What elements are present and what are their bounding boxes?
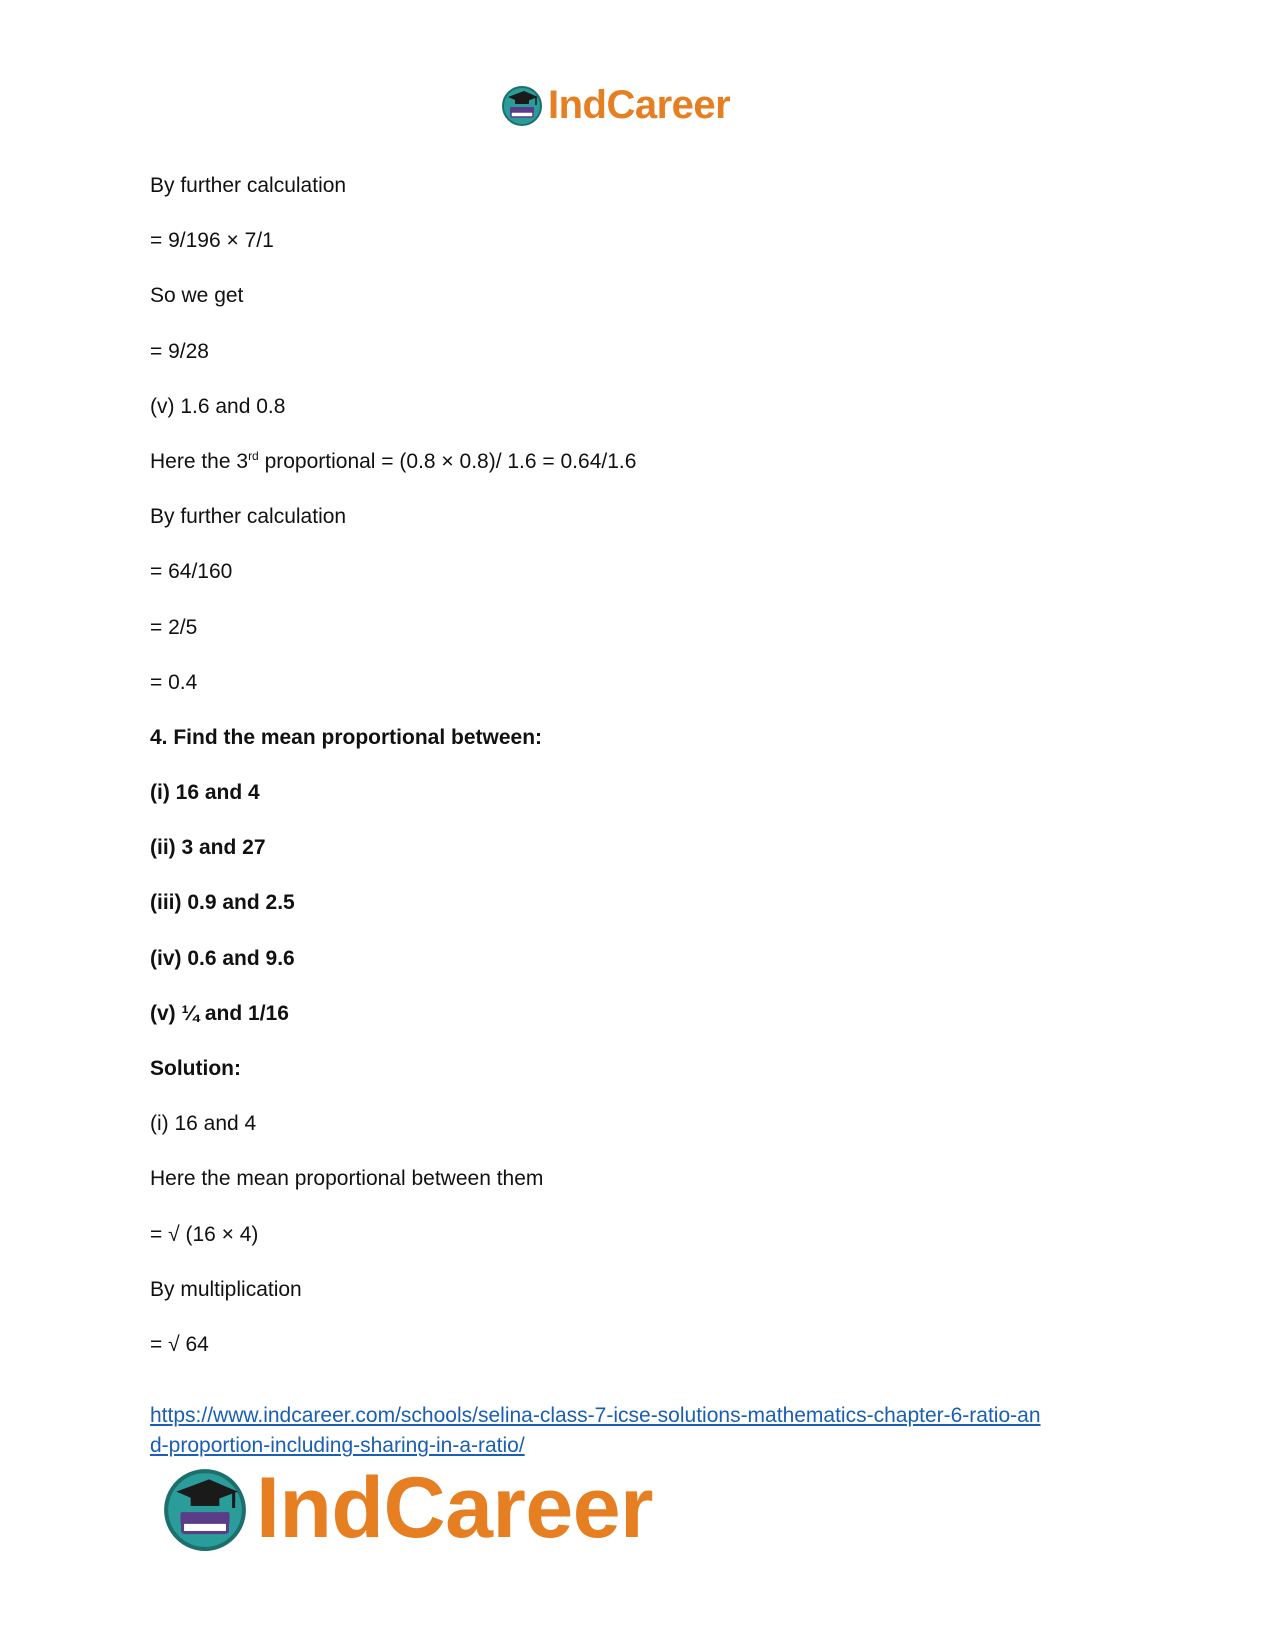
header-logo [500,80,730,130]
question-part: (iii) 0.9 and 2.5 [150,891,295,915]
text-line: = 2/5 [150,615,198,639]
text-fragment: proportional = (0.8 × 0.8)/ 1.6 = 0.64/1.6 [258,449,637,473]
text-line: By further calculation [150,174,347,197]
header-logo-text: IndCareer [548,82,731,127]
text-line: = 0.4 [150,670,198,694]
text-line: = √ 64 [150,1332,209,1356]
logo-emblem-icon [160,1463,250,1553]
text-line [150,449,1130,474]
text-line: = 9/28 [150,339,209,363]
text-line: So we get [150,284,244,308]
question-part: (i) 16 and 4 [150,781,260,805]
logo-emblem-icon [500,83,544,127]
footer-logo [160,1458,653,1558]
question-part: (v) ¼ and 1/16 [150,1001,289,1025]
text-line: By multiplication [150,1277,302,1301]
superscript: rd [248,448,259,463]
text-line: By further calculation [150,505,347,529]
footer-logo-text: IndCareer [256,1459,653,1556]
question-part: (iv) 0.6 and 9.6 [150,946,295,970]
text-line: (v) 1.6 and 0.8 [150,394,286,418]
source-link[interactable] [150,1401,1140,1461]
source-link-line-1: https://www.indcareer.com/schools/selina-class-7-icse-solutions-mathematics-chapter-6-ratio-an [150,1404,1041,1427]
text-line: Here the mean proportional between them [150,1167,544,1191]
text-line: = 9/196 × 7/1 [150,229,274,253]
solution-heading: Solution: [150,1057,241,1080]
question-part: (ii) 3 and 27 [150,836,266,860]
text-line: = √ (16 × 4) [150,1222,259,1246]
text-fragment: Here the 3 [150,449,249,473]
text-line: = 64/160 [150,560,233,584]
question-heading: 4. Find the mean proportional between: [150,725,543,749]
document-body [150,173,1130,1387]
text-line: (i) 16 and 4 [150,1112,257,1136]
source-link-line-2: d-proportion-including-sharing-in-a-ratio/ [150,1434,525,1457]
